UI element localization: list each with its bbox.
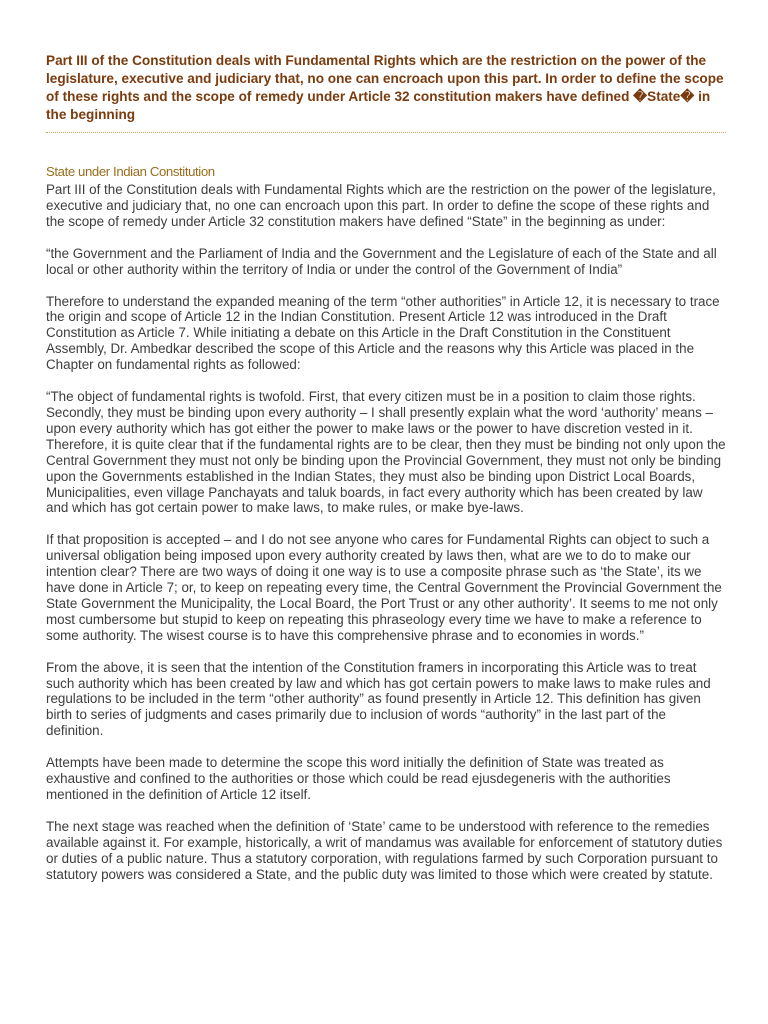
article-headline: Part III of the Constitution deals with Fundamental Rights which are the restriction on the power of the legislature, executive and judiciary that, no one can encroach upon this part. In order to define the scope of these rights and the scope of remedy under Article 32 constitution makers have defined �State� in the beginning bbox=[46, 53, 724, 122]
paragraph-intro: Part III of the Constitution deals with Fundamental Rights which are the restriction on the power of the legislature, executive and judiciary that, no one can encroach upon this part. In order to define the scope of these rights and the scope of remedy under Article 32 constitution makers have defined “State” in the beginning as under: bbox=[46, 182, 716, 229]
paragraph-ambedkar-quote-continued: If that proposition is accepted – and I do not see anyone who cares for Fundamental Rights can object to such a universal obligation being imposed upon every authority created by laws then, what are we to do to make our intention clear? There are two ways of doing it one way is to use a composite phrase such as ‘the State’, its we have done in Article 7; or, to keep on repeating every time, the Central Government the Provincial Government the State Government the Municipality, the Local Board, the Port Trust or any other authority’. It seems to me not only most cumbersome but stupid to keep on repeating this phraseology every time we have to make a reference to some authority. The wisest course is to have this comprehensive phrase and to economies in words.” bbox=[46, 532, 722, 643]
paragraph-scope-attempts: Attempts have been made to determine the scope this word initially the definition of State was treated as exhaustive and confined to the authorities or those which could be read ejusdegeneris with the authorities mentioned in the definition of Article 12 itself. bbox=[46, 755, 671, 802]
article-page bbox=[46, 52, 726, 883]
paragraph-ambedkar-quote: “The object of fundamental rights is twofold. First, that every citizen must be in a position to claim those rights. Secondly, they must be binding upon every authority – I shall presently explain what the word ‘authority’ means – upon every authority which has got either the power to make laws or the power to have discretion vested in it. Therefore, it is quite clear that if the fundamental rights are to be clear, then they must be binding not only upon the Central Government they must not only be binding upon the Provincial Government, they must not only be binding upon the Governments established in the Indian States, they must also be binding upon District Local Boards, Municipalities, even village Panchayats and taluk boards, in fact every authority which has been created by law and which has got certain power to make laws, to make rules, or make bye-laws. bbox=[46, 389, 726, 516]
paragraph-next-stage: The next stage was reached when the definition of ‘State’ came to be understood with reference to the remedies available against it. For example, historically, a writ of mandamus was available for enforcement of statutory duties or duties of a public nature. Thus a statutory corporation, with regulations farmed by such Corporation pursuant to statutory powers was considered a State, and the public duty was limited to those which were created by statute. bbox=[46, 818, 723, 882]
paragraph-definition-quote: “the Government and the Parliament of India and the Government and the Legislature of each of the State and all local or other authority within the territory of India or under the control of the Government of India” bbox=[46, 245, 717, 277]
paragraph-framers-intention: From the above, it is seen that the intention of the Constitution framers in incorporating this Article was to treat such authority which has been created by law and which has got certain powers to make laws to make rules and regulations to be included in the term “other authority” as found presently in Article 12. This definition has given birth to series of judgments and cases primarily due to inclusion of words “authority” in the last part of the definition. bbox=[46, 659, 711, 739]
paragraph-origin: Therefore to understand the expanded meaning of the term “other authorities” in Article 12, it is necessary to trace the origin and scope of Article 12 in the Indian Constitution. Present Article 12 was introduced in the Draft Constitution as Article 7. While initiating a debate on this Article in the Draft Constitution in the Constituent Assembly, Dr. Ambedkar described the scope of this Article and the reasons why this Article was placed in the Chapter on fundamental rights as followed: bbox=[46, 293, 720, 373]
section-title: State under Indian Constitution bbox=[46, 164, 215, 179]
dotted-divider bbox=[46, 132, 726, 133]
